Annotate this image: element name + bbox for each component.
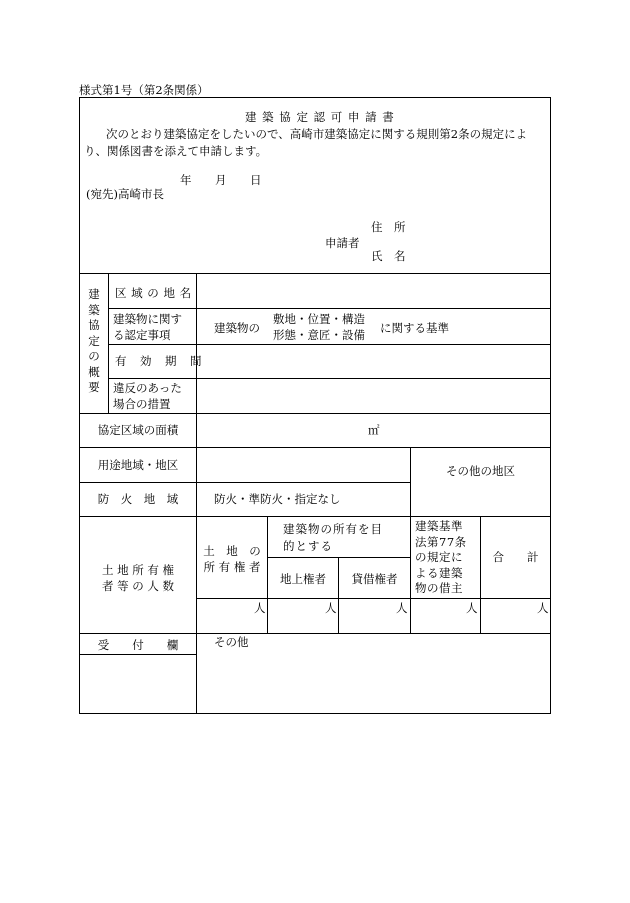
land-owner-label xyxy=(197,543,267,575)
area-unit: ㎡ xyxy=(368,423,380,437)
criteria-label: に関する基準 xyxy=(380,321,449,335)
vline-owner-4 xyxy=(480,516,481,634)
unit-land: 人 xyxy=(254,601,266,615)
fire-zone-label: 防 火 地 域 xyxy=(97,492,179,506)
line-ov-1 xyxy=(108,308,551,309)
purpose-label xyxy=(283,521,383,555)
date-year: 年 xyxy=(180,173,192,187)
item-a: 敷地・位置・構造 xyxy=(273,312,365,326)
validity-label: 有 効 期 間 xyxy=(115,354,203,368)
art77-line: の規定に xyxy=(415,550,463,564)
land-owner-line: 土 地 の xyxy=(203,544,261,558)
surface-right-label: 地上権者 xyxy=(280,572,326,586)
overview-char: 建 xyxy=(88,287,100,301)
building-label: 建築物の xyxy=(214,321,260,335)
line-ov-2 xyxy=(108,344,551,345)
unit-art77: 人 xyxy=(466,601,478,615)
overview-char: 要 xyxy=(88,380,100,394)
art77-label xyxy=(415,519,467,597)
vline-owner-3 xyxy=(410,516,411,634)
other-notes-label: その他 xyxy=(214,635,249,649)
overview-char: 協 xyxy=(88,318,100,332)
line-after-area xyxy=(79,447,551,448)
violation-label xyxy=(113,380,182,412)
document-title: 建 築 協 定 認 可 申 請 書 xyxy=(245,110,395,124)
purpose-line: 的とする xyxy=(283,539,333,553)
frame-right xyxy=(550,97,551,714)
frame-left xyxy=(79,97,80,714)
fire-zone-value: 防火・準防火・指定なし xyxy=(214,492,341,506)
overview-char: 築 xyxy=(88,302,100,317)
art77-line: よる建築 xyxy=(415,565,463,580)
unit-total: 人 xyxy=(537,601,549,615)
matters-line: る認定事項 xyxy=(113,328,171,342)
violation-line: 違反のあった xyxy=(113,381,182,395)
applicant-address-label: 住 所 xyxy=(371,220,406,234)
frame-bottom xyxy=(79,713,551,714)
line-after-header xyxy=(79,273,551,274)
owners-label xyxy=(80,562,196,594)
overview-char: 概 xyxy=(88,364,100,379)
frame-top xyxy=(79,97,551,98)
unit-surface: 人 xyxy=(325,601,337,615)
addressee: (宛先)高崎市長 xyxy=(86,187,164,201)
art77-line: 物の借主 xyxy=(415,581,463,595)
overview-label xyxy=(80,287,108,396)
area-size-label: 協定区域の面積 xyxy=(97,423,179,437)
unit-lease: 人 xyxy=(396,601,408,615)
line-ov-3 xyxy=(108,378,551,379)
overview-char: 定 xyxy=(88,333,100,348)
violation-line: 場合の措置 xyxy=(113,397,171,411)
vline-overview-label xyxy=(108,273,109,413)
purpose-line: 建築物の所有を目 xyxy=(283,522,383,536)
line-after-overview xyxy=(79,413,551,414)
other-district-label: その他の地区 xyxy=(446,464,515,478)
owners-label-line: 土 地 所 有 権 xyxy=(101,563,175,577)
matters-line: 建築物に関す xyxy=(113,312,182,326)
reception-label: 受 付 欄 xyxy=(97,638,179,652)
zoning-label: 用途地域・地区 xyxy=(97,458,179,472)
lease-right-label: 貸借権者 xyxy=(351,572,398,586)
owners-label-line: 者 等 の 人 数 xyxy=(101,579,175,593)
vline-zoning-other xyxy=(410,447,411,517)
land-owner-line: 所 有 権 者 xyxy=(203,560,261,574)
line-after-zoning xyxy=(79,482,410,483)
applicant-label: 申請者 xyxy=(325,236,360,250)
total-label: 合 計 xyxy=(492,550,539,564)
date-month: 月 xyxy=(215,173,227,187)
vline-main xyxy=(196,273,197,714)
art77-line: 法第77条 xyxy=(415,534,467,549)
form-number: 様式第1号（第2条関係） xyxy=(79,83,209,97)
overview-char: の xyxy=(88,349,100,363)
intro-line-2: り、関係図書を添えて申請します。 xyxy=(84,144,268,158)
applicant-name-label: 氏 名 xyxy=(371,249,406,263)
matters-label xyxy=(113,311,182,343)
art77-line: 建築基準 xyxy=(415,519,463,533)
line-reception-split xyxy=(79,654,197,655)
intro-line-1: 次のとおり建築協定をしたいので、高崎市建築協定に関する規則第2条の規定によ xyxy=(106,127,528,141)
date-day: 日 xyxy=(250,173,262,187)
item-b: 形態・意匠・設備 xyxy=(273,328,365,342)
vline-owner-2 xyxy=(338,557,339,634)
area-name-label: 区 域 の 地 名 xyxy=(115,286,192,300)
line-owners-units xyxy=(196,598,551,599)
